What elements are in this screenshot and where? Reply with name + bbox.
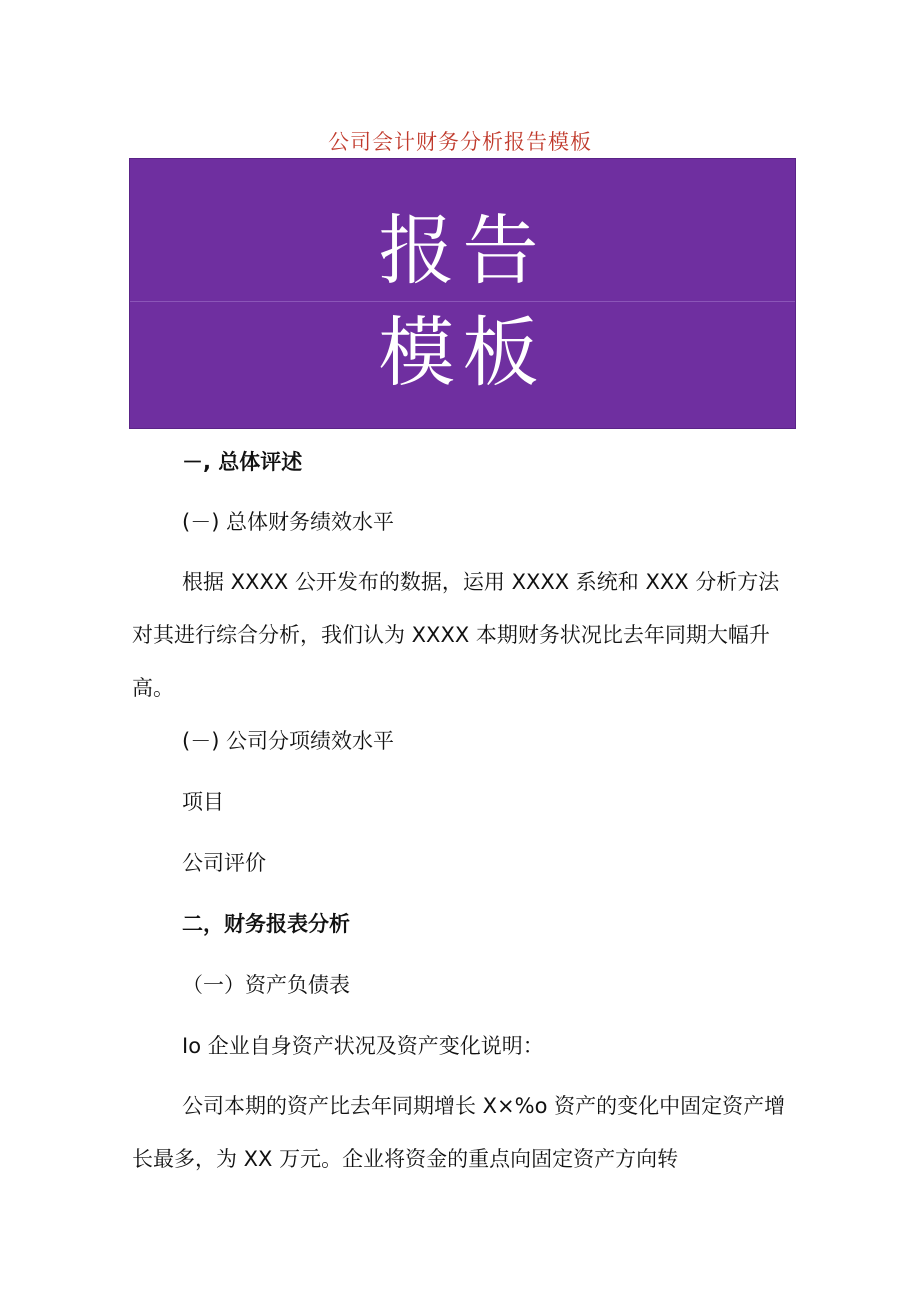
subsection-heading-4: Io 企业自身资产状况及资产变化说明：	[182, 1034, 544, 1058]
subsection-heading-3: （一）资产负债表	[182, 973, 350, 997]
section-heading-1: －, 总体评述	[182, 450, 303, 474]
evaluation-label: 公司评价	[182, 851, 266, 875]
item-label: 项目	[182, 790, 224, 814]
section-heading-2: 二，财务报表分析	[182, 912, 350, 936]
document-title: 公司会计财务分析报告模板	[328, 130, 592, 154]
paragraph-2: 公司本期的资产比去年同期增长 X×%o 资产的变化中固定资产增长最多，为 XX 万元。企业将资金的重点向固定资产方向转	[132, 1094, 786, 1171]
banner-line-2: 模板	[378, 308, 547, 397]
subsection-heading-1: (－) 总体财务绩效水平	[182, 510, 395, 534]
banner-divider	[130, 301, 795, 302]
subsection-heading-2: (－) 公司分项绩效水平	[182, 729, 395, 753]
paragraph-1: 根据 XXXX 公开发布的数据，运用 XXXX 系统和 XXX 分析方法对其进行综合分析，我们认为 XXXX 本期财务状况比去年同期大幅升高。	[132, 570, 780, 700]
banner-line-1: 报告	[378, 206, 547, 295]
title-banner	[129, 158, 796, 429]
